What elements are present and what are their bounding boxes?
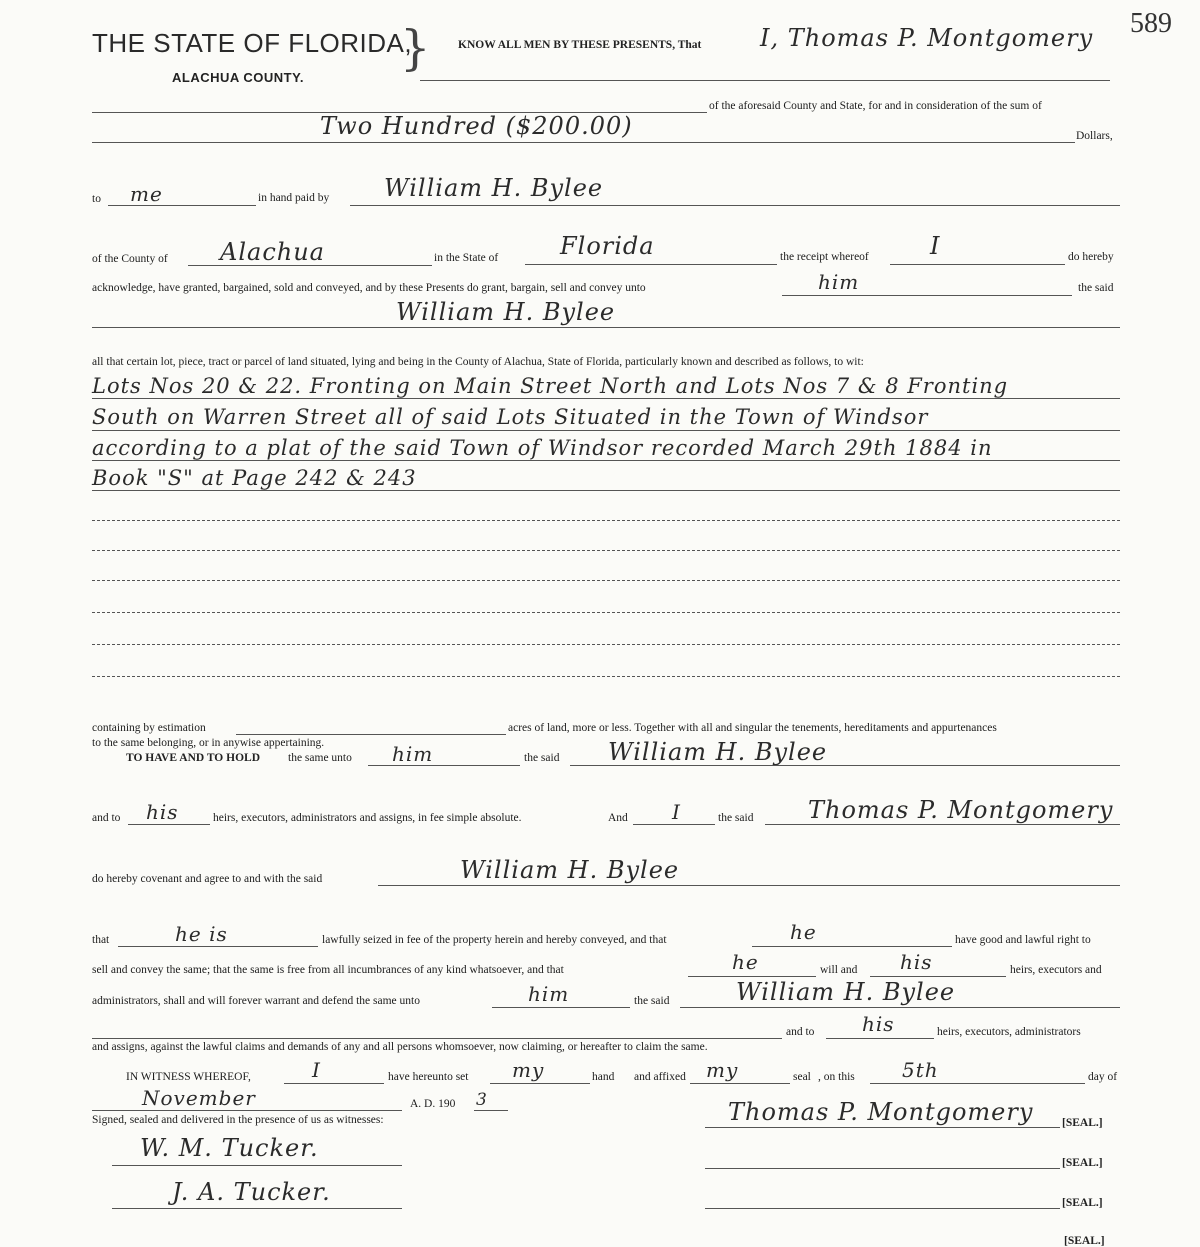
covenant-text: do hereby covenant and agree to and with the said — [92, 873, 323, 885]
do-hereby-label: do hereby — [1068, 251, 1114, 263]
will-and-text: will and — [820, 964, 858, 976]
dollars-label: Dollars, — [1076, 130, 1113, 142]
warrant-him-hw: him — [528, 982, 570, 1006]
county-heading: ALACHUA COUNTY. — [172, 70, 304, 85]
warrant-assigns-text: and assigns, against the lawful claims and demands of any and all persons whomsoever, now claiming, or hereafter to claim the same. — [92, 1041, 708, 1053]
seal-word: seal — [793, 1071, 811, 1083]
have-good-text: have good and lawful right to — [955, 934, 1091, 946]
to-have-said: the said — [524, 752, 560, 764]
witness-day-hw: 5th — [902, 1058, 939, 1082]
and-to-label: and to — [92, 812, 121, 824]
payer-hw: William H. Bylee — [384, 174, 604, 202]
hand-text: hand — [592, 1071, 615, 1083]
to-hw: me — [130, 182, 163, 206]
seal-label-3: [SEAL.] — [1062, 1197, 1103, 1209]
acknowledge-text: acknowledge, have granted, bargained, sold and conveyed, and by these Presents do grant, bargain, sell and convey unto — [92, 282, 646, 294]
acres-text: acres of land, more or less. Together with all and singular the tenements, hereditaments and appurtenances — [508, 722, 997, 734]
witness-month-hw: November — [142, 1086, 256, 1110]
seal-label-2: [SEAL.] — [1062, 1157, 1103, 1169]
appertaining-text: to the same belonging, or in anywise appertaining. — [92, 737, 325, 749]
witness2-hw: J. A. Tucker. — [172, 1178, 331, 1206]
to-have-unto-hw: him — [392, 742, 434, 766]
to-have-rest: the same unto — [288, 752, 352, 764]
affixed-text: and affixed — [634, 1071, 686, 1083]
grantee-hw: William H. Bylee — [396, 298, 616, 326]
amount-hw: Two Hundred ($200.00) — [320, 112, 633, 140]
heirs-the-said: the said — [718, 812, 754, 824]
lawfully-text: lawfully seized in fee of the property herein and hereby conveyed, and that — [322, 934, 667, 946]
state-hw: Florida — [560, 232, 655, 260]
witness-i-hw: I — [312, 1058, 321, 1082]
signed-text: Signed, sealed and delivered in the presence of us as witnesses: — [92, 1114, 384, 1126]
heirs-grantor-hw: Thomas P. Montgomery — [808, 796, 1114, 824]
sell-heirs-text: heirs, executors and — [1010, 964, 1102, 976]
in-witness-label: IN WITNESS WHEREOF, — [126, 1071, 251, 1083]
to-label: to — [92, 193, 101, 205]
seal-label-1: [SEAL.] — [1062, 1117, 1103, 1129]
warrant-text: administrators, shall and will forever warrant and defend the same unto — [92, 995, 420, 1007]
land-desc-2: South on Warren Street all of said Lots Situated in the Town of Windsor — [92, 405, 929, 429]
seized-he-hw: he — [790, 920, 817, 944]
warrant-his-hw: his — [862, 1012, 895, 1036]
header-brace: } — [400, 20, 431, 76]
page-number: 589 — [1130, 8, 1172, 39]
warrant-grantee-hw: William H. Bylee — [736, 978, 956, 1006]
warrant-heirs-text: heirs, executors, administrators — [937, 1026, 1081, 1038]
to-have-label: TO HAVE AND TO HOLD — [126, 752, 260, 764]
of-county-label: of the County of — [92, 253, 168, 265]
sell-text: sell and convey the same; that the same is free from all incumbrances of any kind whatsoever, and that — [92, 964, 564, 976]
have-set-text: have hereunto set — [388, 1071, 469, 1083]
warrant-and-to: and to — [786, 1026, 815, 1038]
heirs-text: heirs, executors, administrators and assigns, in fee simple absolute. — [213, 812, 522, 824]
that-label: that — [92, 934, 110, 946]
heirs-and: And — [608, 812, 628, 824]
witness1-hw: W. M. Tucker. — [140, 1134, 319, 1162]
day-of-text: day of — [1088, 1071, 1118, 1083]
land-desc-3: according to a plat of the said Town of Windsor recorded March 29th 1884 in — [92, 436, 993, 460]
state-heading: THE STATE OF FLORIDA, — [92, 28, 413, 58]
he-is-hw: he is — [175, 922, 228, 946]
land-desc-1: Lots Nos 20 & 22. Fronting on Main Street North and Lots Nos 7 & 8 Fronting — [92, 374, 1009, 398]
signature-hw: Thomas P. Montgomery — [728, 1098, 1034, 1126]
to-have-grantee-hw: William H. Bylee — [608, 738, 828, 766]
witness-my-hw: my — [512, 1058, 545, 1082]
sell-his-hw: his — [900, 950, 933, 974]
ad-text: A. D. 190 — [410, 1098, 456, 1110]
in-hand-label: in hand paid by — [258, 192, 330, 204]
know-all-men: KNOW ALL MEN BY THESE PRESENTS, That — [458, 39, 702, 51]
seal-label-4: [SEAL.] — [1064, 1235, 1105, 1247]
heirs-i-hw: I — [672, 800, 681, 824]
receipt-hw: I — [930, 232, 941, 260]
covenant-grantee-hw: William H. Bylee — [460, 856, 680, 884]
witness-year-hw: 3 — [476, 1090, 488, 1110]
the-said-label: the said — [1078, 282, 1114, 294]
in-state-label: in the State of — [434, 252, 499, 264]
sell-he-hw: he — [732, 950, 759, 974]
aforesaid-text: of the aforesaid County and State, for and in consideration of the sum of — [709, 100, 1042, 112]
land-desc-4: Book "S" at Page 242 & 243 — [92, 466, 417, 490]
witness-my2-hw: my — [706, 1058, 739, 1082]
county-hw: Alachua — [220, 238, 325, 266]
receipt-label: the receipt whereof — [780, 251, 869, 263]
on-this-text: , on this — [818, 1071, 855, 1083]
heirs-his-hw: his — [146, 800, 179, 824]
grantor-name-hw: I, Thomas P. Montgomery — [760, 24, 1094, 52]
unto-hw: him — [818, 270, 860, 294]
land-intro: all that certain lot, piece, tract or parcel of land situated, lying and being in the County of Alachua, State of Florida, particularly known and described as follows, to wit: — [92, 356, 864, 368]
warrant-the-said: the said — [634, 995, 670, 1007]
containing-text: containing by estimation — [92, 722, 206, 734]
